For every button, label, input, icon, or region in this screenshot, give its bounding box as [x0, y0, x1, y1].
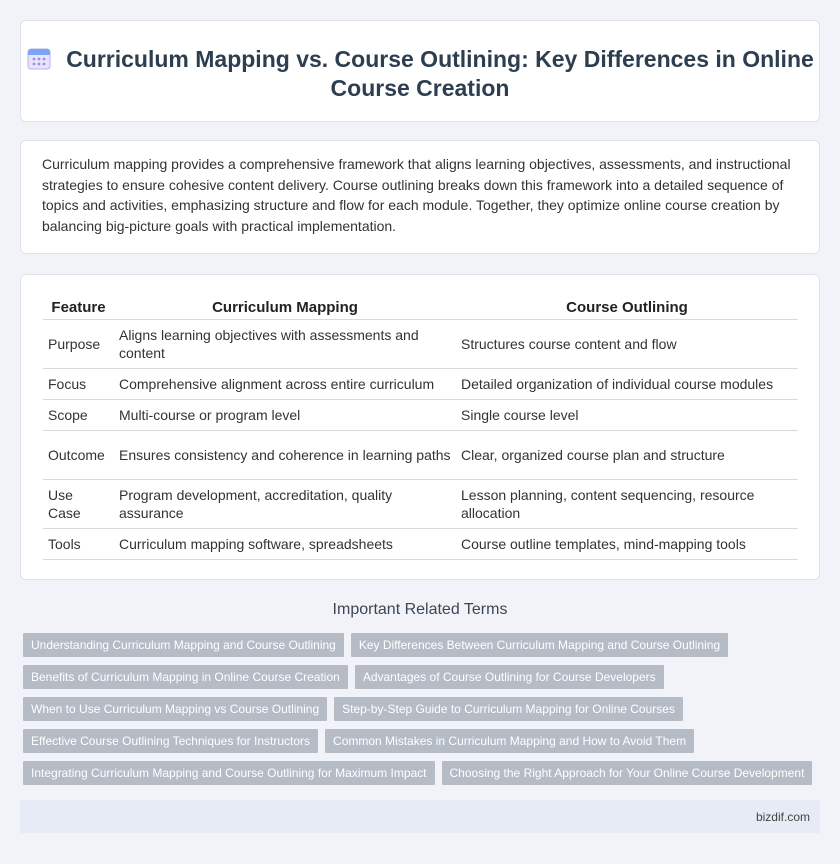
related-term-link[interactable]: Benefits of Curriculum Mapping in Online Course Creation: [23, 665, 348, 689]
table-row: [43, 400, 798, 431]
table-row: [43, 369, 798, 400]
cell-mapping: Multi-course or program level: [114, 400, 456, 431]
intro-text: Curriculum mapping provides a comprehensive framework that aligns learning objectives, assessments, and instructional strategies to ensure cohesive content delivery. Course outlining breaks down this framework into a detailed sequence of topics and activities, emphasizing structure and flow for each module. Together, they optimize online course creation by balancing big-picture goals with practical implementation.: [42, 156, 791, 234]
cell-outlining: Course outline templates, mind-mapping tools: [456, 529, 798, 560]
cell-outlining: Structures course content and flow: [456, 320, 798, 369]
table-row: [43, 480, 798, 529]
cell-mapping: Comprehensive alignment across entire curriculum: [114, 369, 456, 400]
related-term-link[interactable]: Effective Course Outlining Techniques for Instructors: [23, 729, 318, 753]
related-term-link[interactable]: Key Differences Between Curriculum Mapping and Course Outlining: [351, 633, 728, 657]
related-term-link[interactable]: Advantages of Course Outlining for Course Developers: [355, 665, 664, 689]
related-term-link[interactable]: Step-by-Step Guide to Curriculum Mapping for Online Courses: [334, 697, 683, 721]
cell-outlining: Single course level: [456, 400, 798, 431]
cell-feature: Purpose: [43, 320, 114, 369]
page-title: [21, 45, 819, 103]
calendar-icon: [26, 45, 52, 71]
cell-mapping: Program development, accreditation, quality assurance: [114, 480, 456, 529]
page-title-text: Curriculum Mapping vs. Course Outlining: Key Differences in Online Course Creation: [66, 46, 814, 101]
cell-outlining: Detailed organization of individual course modules: [456, 369, 798, 400]
table-row: [43, 529, 798, 560]
related-term-link[interactable]: Understanding Curriculum Mapping and Course Outlining: [23, 633, 344, 657]
related-term-link[interactable]: Common Mistakes in Curriculum Mapping and How to Avoid Them: [325, 729, 694, 753]
comparison-card: [20, 274, 820, 580]
related-term-link[interactable]: Choosing the Right Approach for Your Online Course Development: [442, 761, 813, 785]
cell-mapping: Ensures consistency and coherence in learning paths: [114, 431, 456, 480]
cell-feature: Focus: [43, 369, 114, 400]
table-header-row: [43, 295, 798, 320]
header-feature: Feature: [43, 295, 114, 320]
cell-mapping: Curriculum mapping software, spreadsheets: [114, 529, 456, 560]
related-terms-title: Important Related Terms: [332, 601, 508, 618]
cell-feature: Scope: [43, 400, 114, 431]
cell-feature: Use Case: [43, 480, 114, 529]
cell-feature: Tools: [43, 529, 114, 560]
related-term-link[interactable]: Integrating Curriculum Mapping and Course Outlining for Maximum Impact: [23, 761, 435, 785]
related-term-link[interactable]: When to Use Curriculum Mapping vs Course Outlining: [23, 697, 327, 721]
header-card: [20, 20, 820, 122]
footer: [20, 800, 820, 833]
cell-feature: Outcome: [43, 431, 114, 480]
related-terms-list: [23, 633, 823, 793]
cell-outlining: Clear, organized course plan and structure: [456, 431, 798, 480]
footer-site-link[interactable]: bizdif.com: [755, 810, 810, 824]
cell-mapping: Aligns learning objectives with assessments and content: [114, 320, 456, 369]
comparison-table: [43, 295, 798, 560]
table-row: [43, 320, 798, 369]
intro-card: [20, 140, 820, 254]
header-course-outlining: Course Outlining: [456, 295, 798, 320]
table-row: [43, 431, 798, 480]
cell-outlining: Lesson planning, content sequencing, resource allocation: [456, 480, 798, 529]
header-curriculum-mapping: Curriculum Mapping: [114, 295, 456, 320]
